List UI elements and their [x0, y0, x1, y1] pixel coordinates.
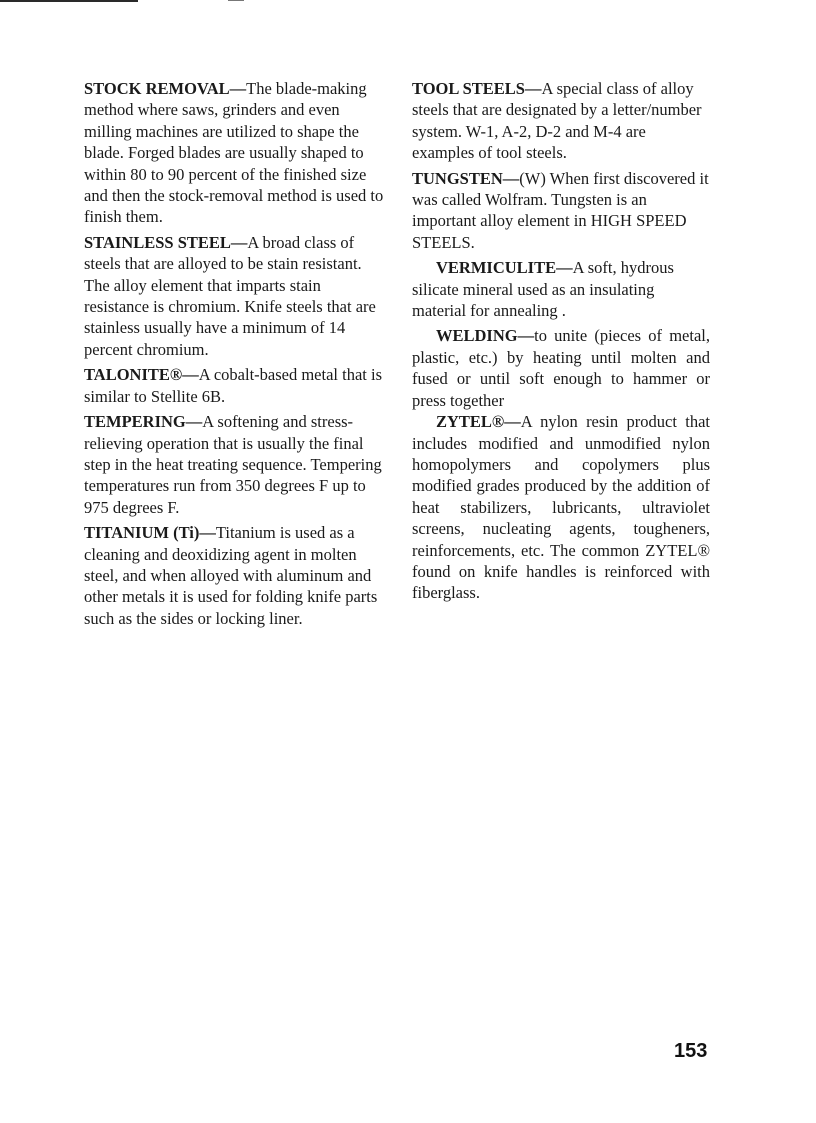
entry-term: TALONITE®— [84, 365, 199, 385]
glossary-entry-titanium [84, 522, 384, 629]
entry-definition: Titanium is used as a cleaning and deoxidizing agent in molten steel, and when alloyed with aluminum and other metals it is used for folding knife parts such as the sides or locking liner. [84, 523, 378, 628]
glossary-entry-vermiculite [412, 257, 710, 321]
entry-term: TITANIUM (Ti)— [84, 523, 216, 543]
entry-definition: A nylon resin product that includes modified and unmodified nylon homopolymers and copolymers plus modified grades produced by the addition of heat stabilizers, lubricants, ultraviolet screens, nucleating agents, tougheners, reinforcements, etc. The common ZYTEL® found on knife handles is reinforced with fiberglass. [412, 412, 710, 603]
page-number: 153 [674, 1040, 708, 1062]
entry-definition: The blade-making method where saws, grinders and even milling machines are utilized to shape the blade. Forged blades are usually shaped to within 80 to 90 percent of the finished size and then the stock-removal method is used to finish them. [84, 79, 384, 227]
glossary-entry-stainless-steel [84, 232, 384, 360]
entry-term: VERMICULITE— [436, 258, 573, 278]
entry-term: TEMPERING— [84, 412, 203, 432]
entry-definition: A broad class of steels that are alloyed to be stain resistant. The alloy element that imparts stain resistance is chromium. Knife steels that are stainless usually have a minimum of 14 percent chromium. [84, 232, 376, 359]
entry-definition: (W) When first discovered it was called Wolfram. Tungsten is an important alloy element in HIGH SPEED STEELS. [412, 168, 709, 252]
entry-term: ZYTEL®— [436, 412, 521, 432]
entry-term: TOOL STEELS— [412, 79, 542, 98]
entry-term: STOCK REMOVAL— [84, 79, 247, 98]
glossary-entry-zytel [412, 411, 710, 604]
entry-term: TUNGSTEN— [412, 168, 520, 188]
glossary-entry-welding [412, 325, 710, 411]
top-rule [0, 0, 138, 2]
glossary-entry-tempering [84, 411, 384, 518]
glossary-entry-stock-removal [84, 78, 384, 228]
left-column [84, 78, 384, 633]
entry-term: WELDING— [436, 326, 535, 346]
glossary-entry-tool-steels [412, 78, 710, 164]
top-tick-mark [228, 0, 244, 1]
entry-definition: A softening and stress-relieving operation that is usually the final step in the heat treating sequence. Tempering temperatures run from 350 degrees F up to 975 degrees F. [84, 412, 382, 517]
glossary-entry-tungsten [412, 168, 710, 254]
entry-definition: to unite (pieces of metal, plastic, etc.) by heating until molten and fused or until soft enough to hammer or press together [412, 326, 710, 410]
entry-definition: A cobalt-based metal that is similar to Stellite 6B. [84, 365, 382, 406]
entry-term: STAINLESS STEEL— [84, 232, 248, 252]
entry-definition: A soft, hydrous silicate mineral used as an insulating material for annealing . [412, 258, 674, 321]
entry-definition: A special class of alloy steels that are designated by a letter/number system. W-1, A-2, D-2 and M-4 are examples of tool steels. [412, 79, 702, 163]
right-column [412, 78, 710, 608]
glossary-entry-talonite [84, 364, 384, 407]
